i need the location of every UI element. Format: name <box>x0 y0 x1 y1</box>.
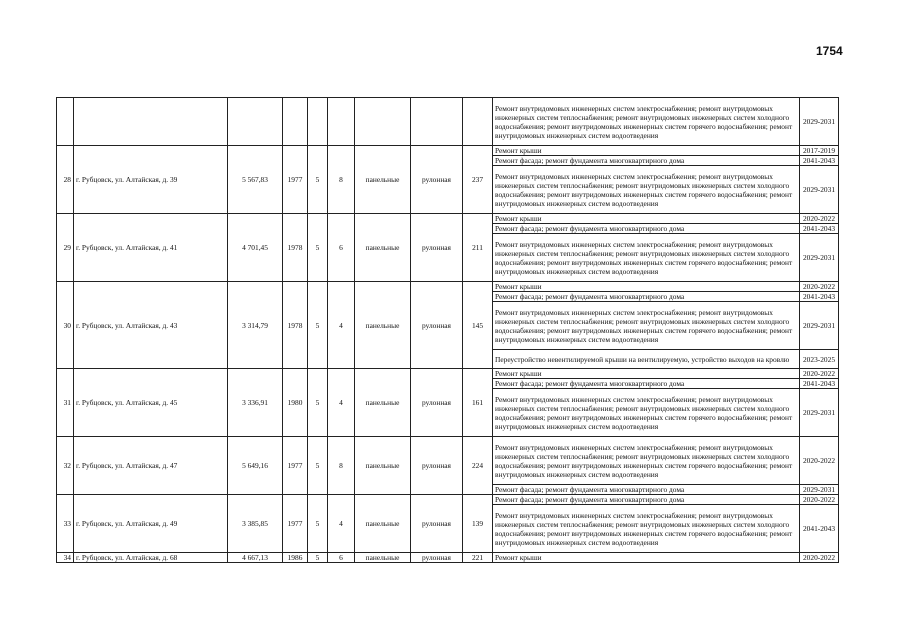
table-row <box>57 98 839 146</box>
page-number: 1754 <box>816 44 843 58</box>
work-description: Ремонт внутридомовых инженерных систем электроснабжения; ремонт внутридомовых инженерных систем теплоснабжения; ремонт внутридомовых инженерных систем холодного водоснабжения; ремонт внутридомовых инженерных систем горячего водоснабжения; ремонт внутридомовых инженерных систем водоотведения <box>493 234 800 282</box>
house-roof: рулонная <box>411 282 463 369</box>
work-description: Ремонт крыши <box>493 146 800 156</box>
house-roof: рулонная <box>411 214 463 282</box>
house-floors: 5 <box>308 495 328 553</box>
house-entrances: 6 <box>328 214 355 282</box>
house-number <box>57 98 74 146</box>
work-period: 2041-2043 <box>800 505 839 553</box>
house-floors: 5 <box>308 437 328 495</box>
house-roof: рулонная <box>411 146 463 214</box>
house-number: 31 <box>57 369 74 437</box>
work-period: 2020-2022 <box>800 282 839 292</box>
house-residents: 145 <box>463 282 493 369</box>
house-walls <box>355 98 411 146</box>
work-description: Ремонт крыши <box>493 369 800 379</box>
work-period: 2020-2022 <box>800 553 839 563</box>
work-description: Ремонт крыши <box>493 282 800 292</box>
work-description: Ремонт внутридомовых инженерных систем электроснабжения; ремонт внутридомовых инженерных систем теплоснабжения; ремонт внутридомовых инженерных систем холодного водоснабжения; ремонт внутридомовых инженерных систем горячего водоснабжения; ремонт внутридомовых инженерных систем водоотведения <box>493 166 800 214</box>
house-area: 4 667,13 <box>228 553 283 563</box>
table-row <box>57 369 839 379</box>
house-year: 1977 <box>283 495 308 553</box>
house-residents: 221 <box>463 553 493 563</box>
work-period: 2029-2031 <box>800 234 839 282</box>
work-description: Ремонт фасада; ремонт фундамента многоквартирного дома <box>493 292 800 302</box>
house-address: г. Рубцовск, ул. Алтайская, д. 45 <box>74 369 228 437</box>
house-residents: 139 <box>463 495 493 553</box>
house-floors: 5 <box>308 214 328 282</box>
work-description: Ремонт фасада; ремонт фундамента многоквартирного дома <box>493 224 800 234</box>
work-period: 2041-2043 <box>800 156 839 166</box>
house-year: 1977 <box>283 437 308 495</box>
house-walls: панельные <box>355 369 411 437</box>
house-walls: панельные <box>355 437 411 495</box>
house-walls: панельные <box>355 146 411 214</box>
work-period: 2020-2022 <box>800 369 839 379</box>
house-residents: 211 <box>463 214 493 282</box>
house-number: 29 <box>57 214 74 282</box>
work-period: 2029-2031 <box>800 166 839 214</box>
house-walls: панельные <box>355 553 411 563</box>
work-period: 2041-2043 <box>800 379 839 389</box>
work-period: 2029-2031 <box>800 485 839 495</box>
house-area: 3 314,79 <box>228 282 283 369</box>
house-roof: рулонная <box>411 437 463 495</box>
house-number: 33 <box>57 495 74 553</box>
house-walls: панельные <box>355 495 411 553</box>
table-row <box>57 553 839 563</box>
house-walls: панельные <box>355 214 411 282</box>
house-address: г. Рубцовск, ул. Алтайская, д. 68 <box>74 553 228 563</box>
house-year: 1980 <box>283 369 308 437</box>
work-description: Переустройство невентилируемой крыши на вентилируемую, устройство выходов на кровлю <box>493 350 800 369</box>
house-entrances: 6 <box>328 553 355 563</box>
work-period: 2029-2031 <box>800 302 839 350</box>
work-period: 2020-2022 <box>800 495 839 505</box>
table-row <box>57 146 839 156</box>
registry-body <box>57 98 839 563</box>
house-number: 32 <box>57 437 74 495</box>
house-floors: 5 <box>308 146 328 214</box>
house-floors: 5 <box>308 282 328 369</box>
house-year: 1978 <box>283 214 308 282</box>
house-number: 34 <box>57 553 74 563</box>
house-year: 1986 <box>283 553 308 563</box>
house-address <box>74 98 228 146</box>
house-entrances <box>328 98 355 146</box>
house-address: г. Рубцовск, ул. Алтайская, д. 41 <box>74 214 228 282</box>
table-row <box>57 282 839 292</box>
house-residents: 237 <box>463 146 493 214</box>
work-description: Ремонт фасада; ремонт фундамента многоквартирного дома <box>493 495 800 505</box>
house-area: 3 336,91 <box>228 369 283 437</box>
work-period: 2017-2019 <box>800 146 839 156</box>
house-entrances: 8 <box>328 437 355 495</box>
work-period: 2041-2043 <box>800 292 839 302</box>
work-description: Ремонт фасада; ремонт фундамента многоквартирного дома <box>493 379 800 389</box>
house-roof: рулонная <box>411 495 463 553</box>
work-period: 2020-2022 <box>800 214 839 224</box>
house-area: 5 649,16 <box>228 437 283 495</box>
house-residents: 161 <box>463 369 493 437</box>
house-address: г. Рубцовск, ул. Алтайская, д. 39 <box>74 146 228 214</box>
work-description: Ремонт внутридомовых инженерных систем электроснабжения; ремонт внутридомовых инженерных систем теплоснабжения; ремонт внутридомовых инженерных систем холодного водоснабжения; ремонт внутридомовых инженерных систем горячего водоснабжения; ремонт внутридомовых инженерных систем водоотведения <box>493 98 800 146</box>
work-description: Ремонт крыши <box>493 214 800 224</box>
house-entrances: 4 <box>328 369 355 437</box>
house-residents <box>463 98 493 146</box>
house-address: г. Рубцовск, ул. Алтайская, д. 49 <box>74 495 228 553</box>
house-entrances: 4 <box>328 282 355 369</box>
work-description: Ремонт внутридомовых инженерных систем электроснабжения; ремонт внутридомовых инженерных систем теплоснабжения; ремонт внутридомовых инженерных систем холодного водоснабжения; ремонт внутридомовых инженерных систем горячего водоснабжения; ремонт внутридомовых инженерных систем водоотведения <box>493 505 800 553</box>
house-roof: рулонная <box>411 369 463 437</box>
house-number: 28 <box>57 146 74 214</box>
work-period: 2020-2022 <box>800 437 839 485</box>
house-floors: 5 <box>308 553 328 563</box>
table-row <box>57 214 839 224</box>
house-entrances: 4 <box>328 495 355 553</box>
house-year: 1977 <box>283 146 308 214</box>
house-year <box>283 98 308 146</box>
house-area: 3 385,85 <box>228 495 283 553</box>
table-row <box>57 495 839 505</box>
house-roof <box>411 98 463 146</box>
table-row <box>57 437 839 485</box>
house-floors: 5 <box>308 369 328 437</box>
work-period: 2029-2031 <box>800 389 839 437</box>
house-year: 1978 <box>283 282 308 369</box>
work-description: Ремонт фасада; ремонт фундамента многоквартирного дома <box>493 156 800 166</box>
house-area <box>228 98 283 146</box>
work-description: Ремонт внутридомовых инженерных систем электроснабжения; ремонт внутридомовых инженерных систем теплоснабжения; ремонт внутридомовых инженерных систем холодного водоснабжения; ремонт внутридомовых инженерных систем горячего водоснабжения; ремонт внутридомовых инженерных систем водоотведения <box>493 437 800 485</box>
work-description: Ремонт крыши <box>493 553 800 563</box>
house-area: 5 567,83 <box>228 146 283 214</box>
house-entrances: 8 <box>328 146 355 214</box>
housing-registry-table <box>56 97 839 563</box>
work-period: 2041-2043 <box>800 224 839 234</box>
house-floors <box>308 98 328 146</box>
house-address: г. Рубцовск, ул. Алтайская, д. 43 <box>74 282 228 369</box>
house-walls: панельные <box>355 282 411 369</box>
work-description: Ремонт внутридомовых инженерных систем электроснабжения; ремонт внутридомовых инженерных систем теплоснабжения; ремонт внутридомовых инженерных систем холодного водоснабжения; ремонт внутридомовых инженерных систем горячего водоснабжения; ремонт внутридомовых инженерных систем водоотведения <box>493 389 800 437</box>
work-period: 2023-2025 <box>800 350 839 369</box>
house-number: 30 <box>57 282 74 369</box>
house-roof: рулонная <box>411 553 463 563</box>
house-address: г. Рубцовск, ул. Алтайская, д. 47 <box>74 437 228 495</box>
work-description: Ремонт внутридомовых инженерных систем электроснабжения; ремонт внутридомовых инженерных систем теплоснабжения; ремонт внутридомовых инженерных систем холодного водоснабжения; ремонт внутридомовых инженерных систем горячего водоснабжения; ремонт внутридомовых инженерных систем водоотведения <box>493 302 800 350</box>
work-period: 2029-2031 <box>800 98 839 146</box>
house-area: 4 701,45 <box>228 214 283 282</box>
work-description: Ремонт фасада; ремонт фундамента многоквартирного дома <box>493 485 800 495</box>
house-residents: 224 <box>463 437 493 495</box>
